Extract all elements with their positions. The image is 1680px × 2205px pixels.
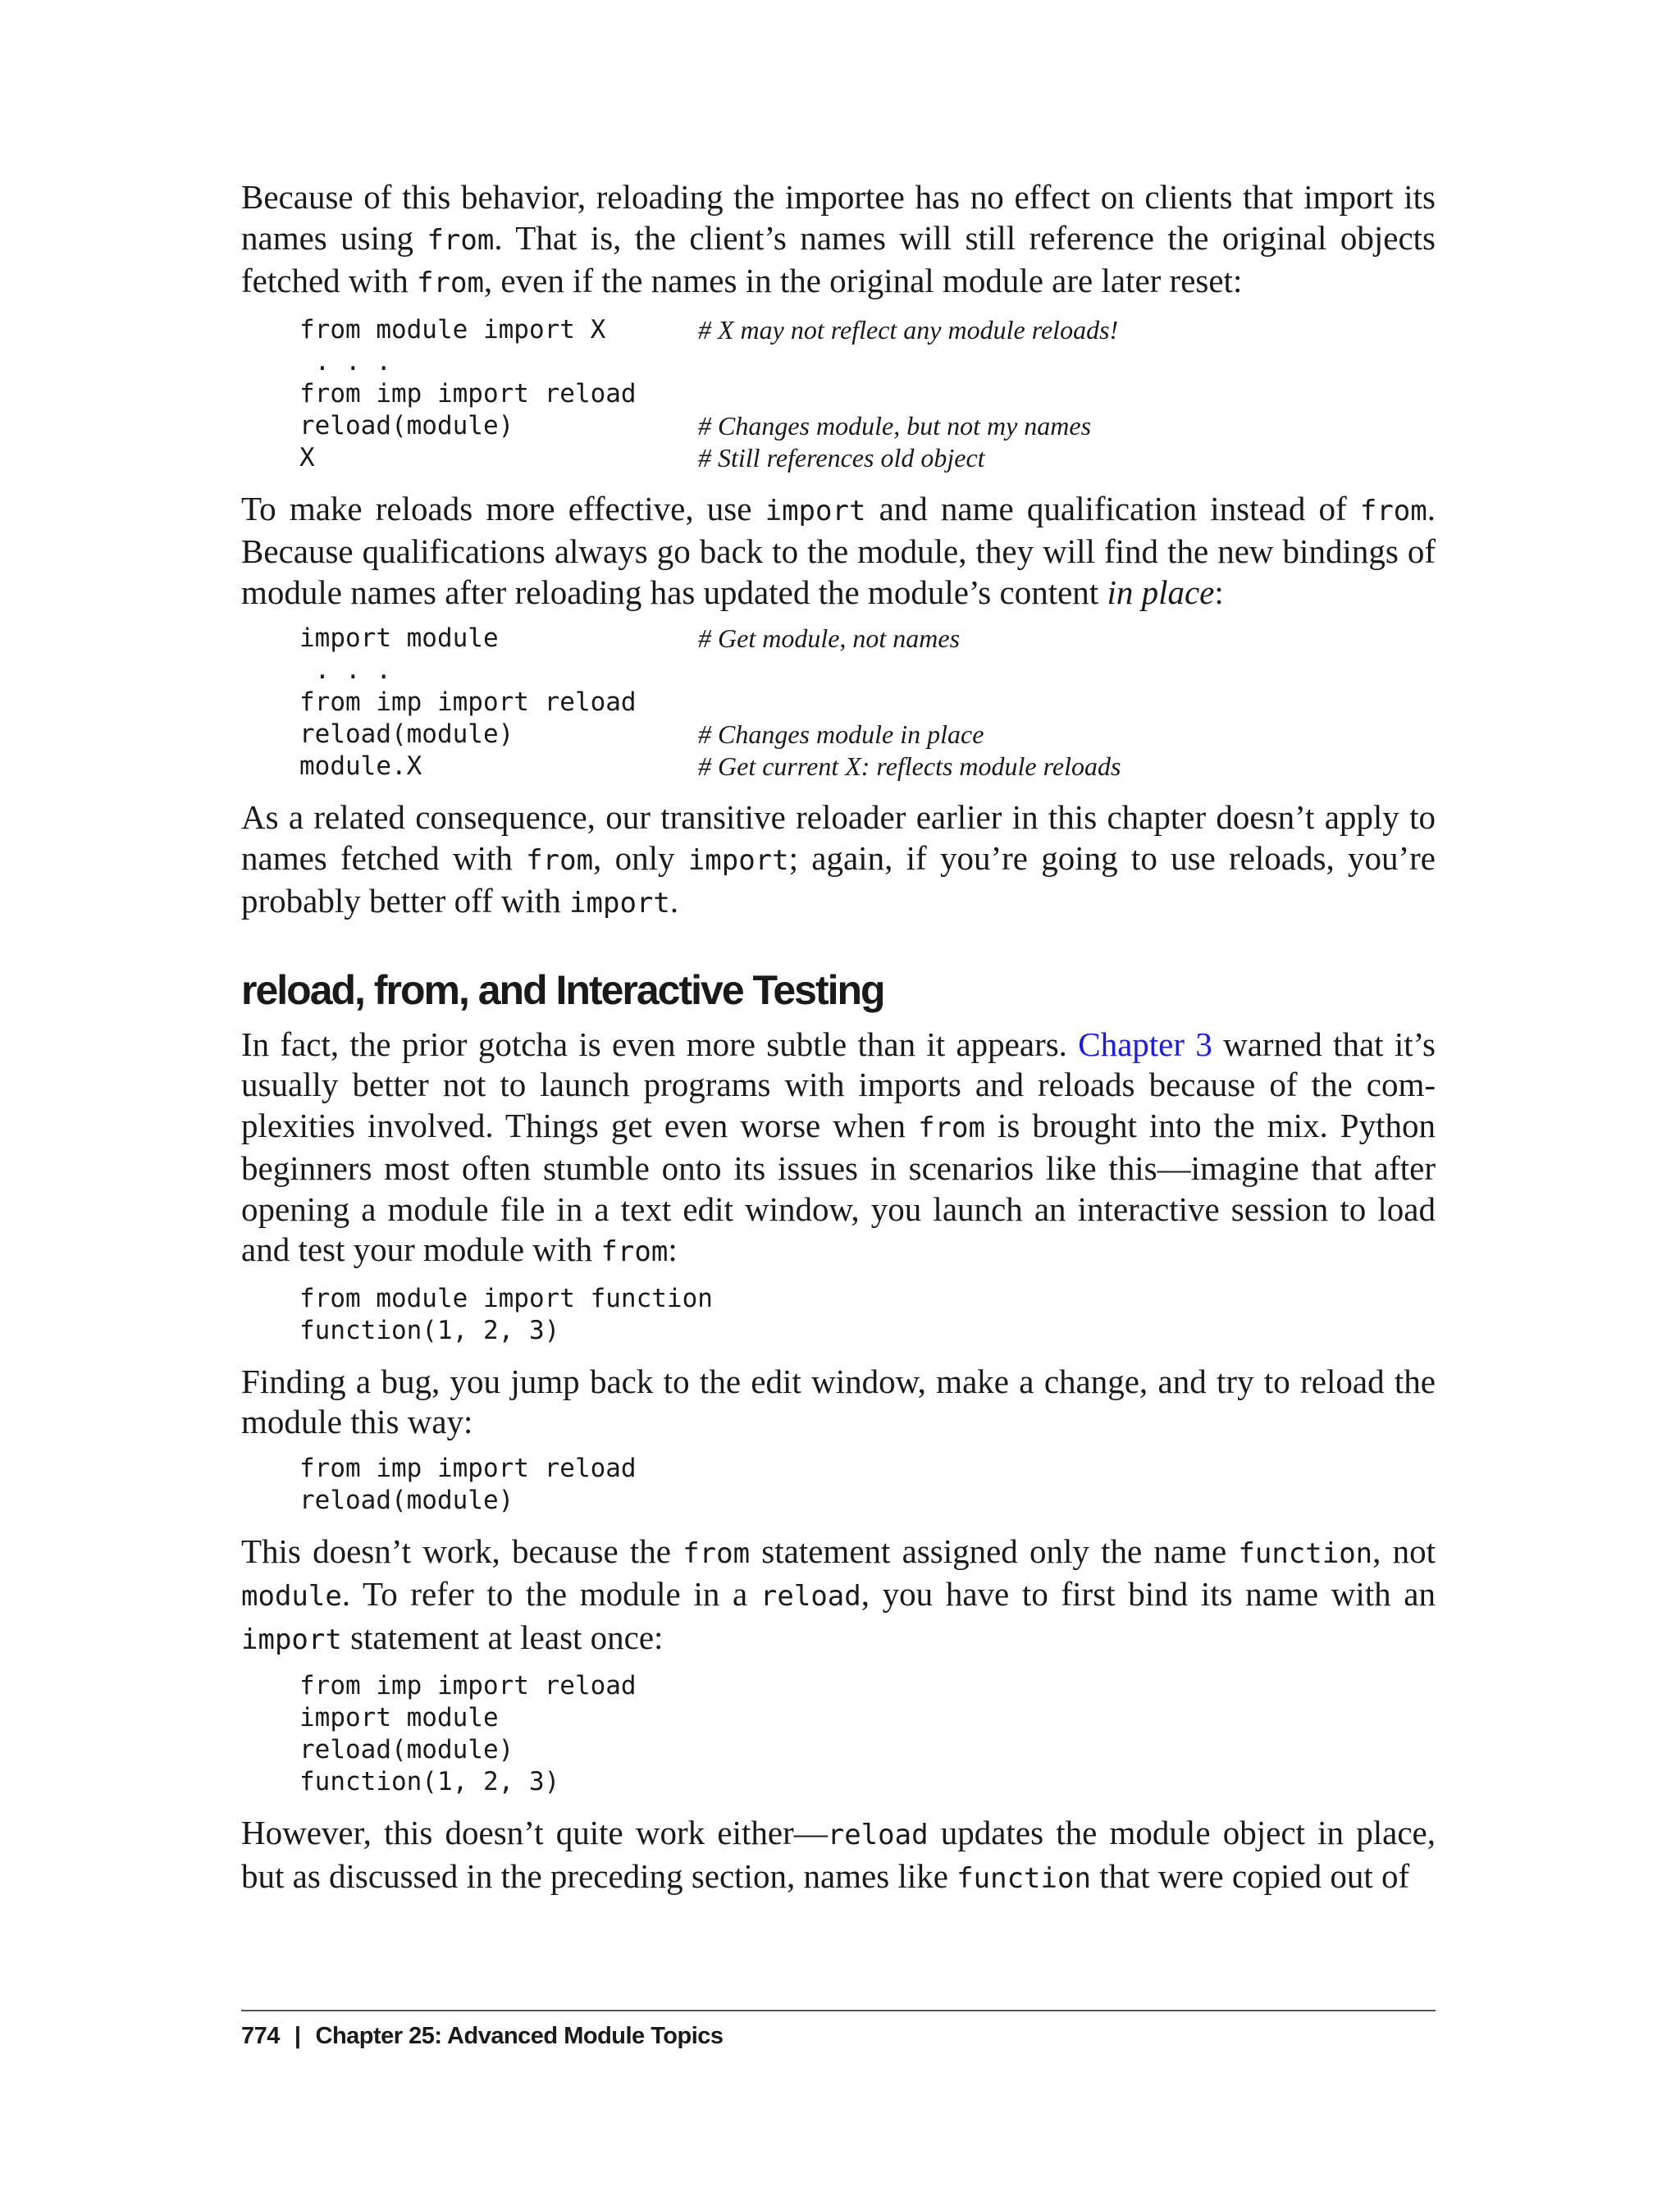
code-block-1: [299, 314, 1436, 474]
code-line: from imp import reload: [299, 378, 637, 409]
code-line: function(1, 2, 3): [299, 1767, 560, 1796]
code-block-2: [299, 623, 1436, 783]
page-content: [241, 177, 1436, 1899]
code-line: reload(module) # Changes module in place: [299, 719, 984, 749]
code-line: function(1, 2, 3): [299, 1315, 560, 1345]
code-line: . . .: [299, 346, 391, 377]
chapter-3-link[interactable]: Chapter 3: [1078, 1025, 1212, 1063]
code-line: X # Still references old object: [299, 442, 985, 472]
paragraph-4: In fact, the prior gotcha is even more subtle than it appears. Chapter 3 warned that it’s usually better not to launch programs with imports and reloads because of the complexities involved. Things get even worse when from is brought into the mix. Python beginners most often stumble onto its issues in scenarios like this—imagine that after opening a module file in a text edit window, you launch an interactive session to load and test your module with from:: [241, 1025, 1436, 1268]
footer-separator: |: [294, 2023, 301, 2049]
chapter-title: Chapter 25: Advanced Module Topics: [315, 2023, 724, 2049]
code-line: import module: [299, 1703, 499, 1732]
section-heading: reload, from, and Interactive Testing: [241, 966, 884, 1013]
code-line: reload(module): [299, 1485, 514, 1515]
paragraph-6: This doesn’t work, because the from statement assigned only the name function, not module. To refer to the module in a reload, you have to first bind its name with an import statement at least once:: [241, 1532, 1436, 1656]
paragraph-5: Finding a bug, you jump back to the edit window, make a change, and try to reload the module this way:: [241, 1362, 1436, 1440]
code-line: module.X # Get current X: reflects module reloads: [299, 751, 1121, 781]
code-line: . . .: [299, 655, 391, 685]
code-line: from imp import reload: [299, 1453, 637, 1483]
paragraph-2: To make reloads more effective, use import and name qualification instead of from. Because qualifications always go back to the module, they will find the new bindings of module names after reloading has updated the module’s content in place:: [241, 489, 1436, 611]
code-block-3: [299, 1283, 1436, 1347]
code-line: from module import X # X may not reflect any module reloads!: [299, 314, 1119, 345]
paragraph-7: However, this doesn’t quite work either—reload updates the module object in place, but as discussed in the preceding section, names like function that were copied out of: [241, 1814, 1436, 1895]
code-line: import module # Get module, not names: [299, 623, 961, 653]
page-number: 774: [241, 2023, 280, 2049]
code-line: from module import function: [299, 1283, 713, 1313]
code-line: reload(module) # Changes module, but not my names: [299, 410, 1092, 441]
paragraph-1: Because of this behavior, reloading the importee has no effect on clients that import its names using from. That is, the client’s names will still reference the original objects fetched with from, even if the names in the original module are later reset:: [241, 178, 1436, 299]
page-footer: [241, 2023, 724, 2050]
code-line: from imp import reload: [299, 687, 637, 717]
paragraph-3: As a related consequence, our transitive reloader earlier in this chapter doesn’t apply to names fetched with from, only import; again, if you’re going to use reloads, you’re probably better off with import.: [241, 798, 1436, 920]
code-line: from imp import reload: [299, 1671, 637, 1701]
code-block-5: [299, 1670, 1436, 1798]
code-block-4: [299, 1453, 1436, 1517]
footer-rule: [241, 2010, 1436, 2011]
code-line: reload(module): [299, 1735, 514, 1764]
